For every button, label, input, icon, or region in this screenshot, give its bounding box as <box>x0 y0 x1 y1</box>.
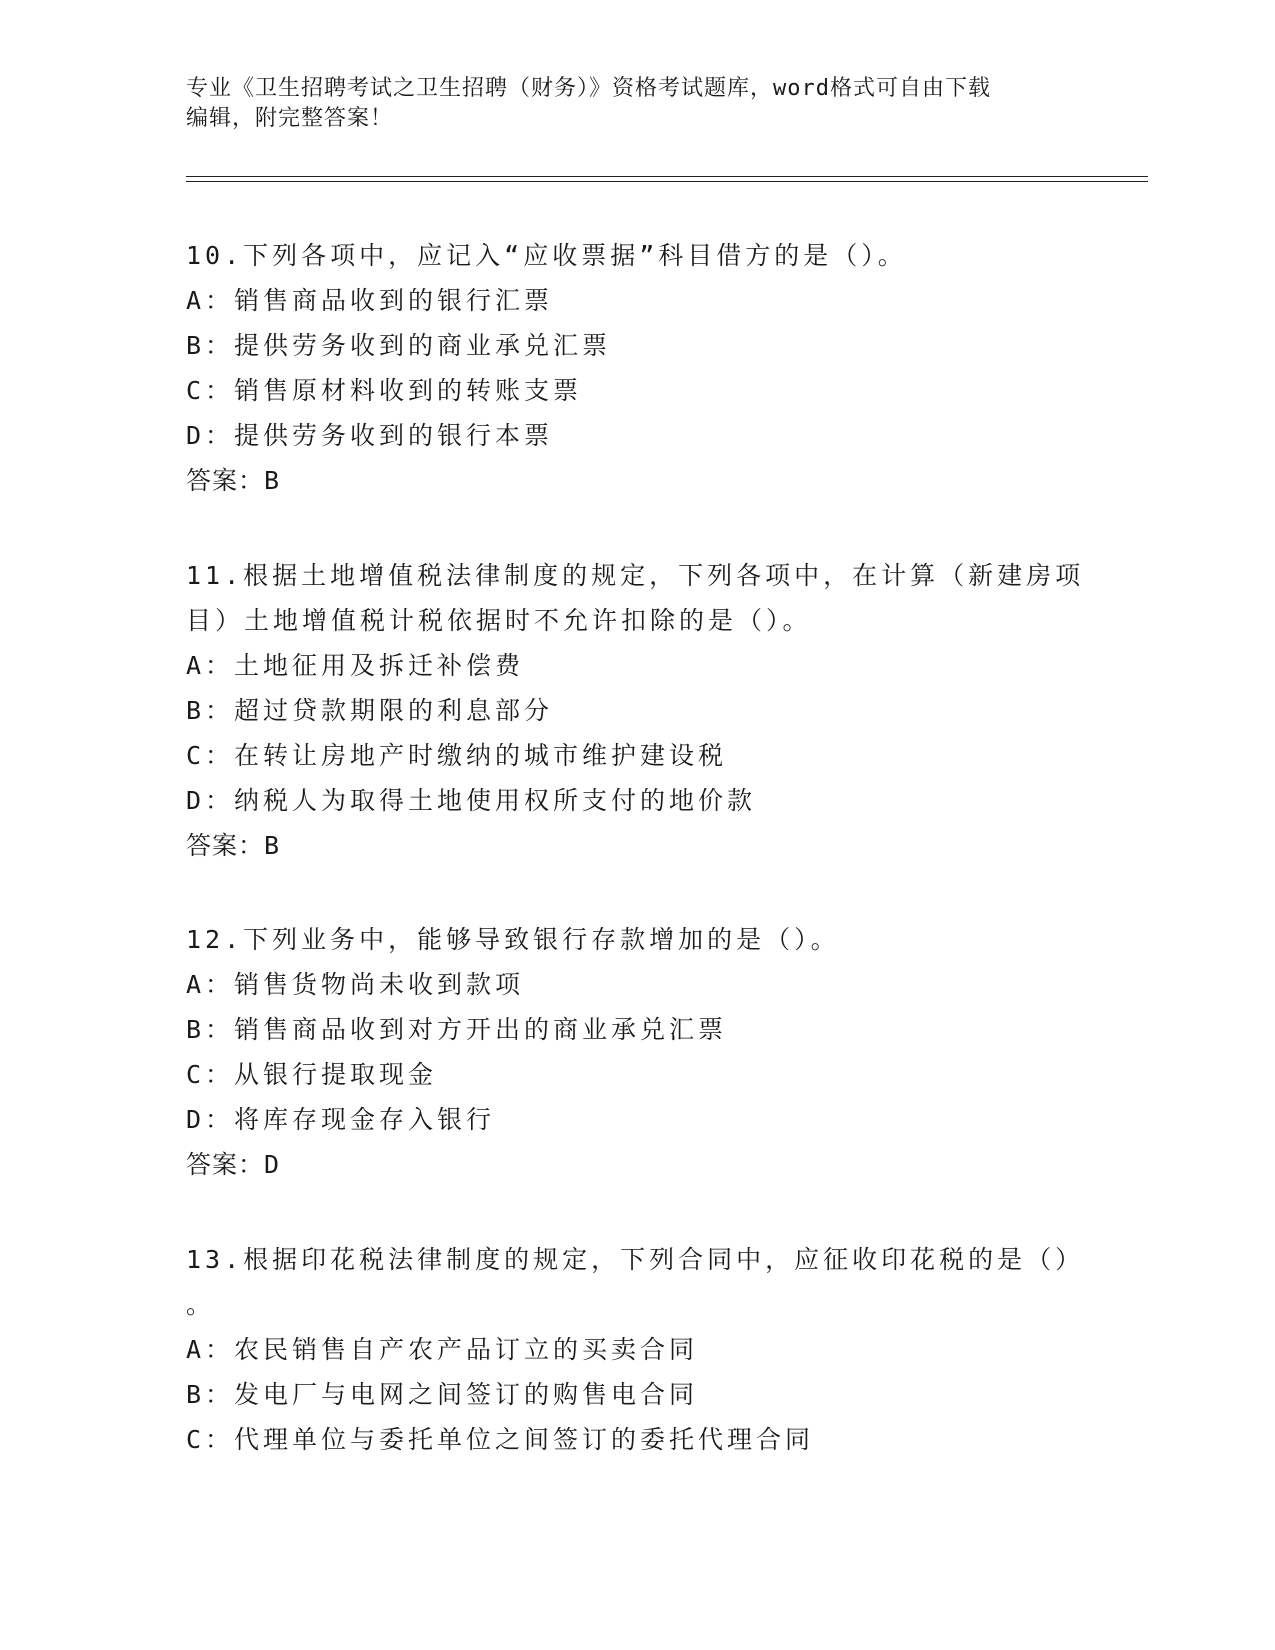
option-c: C：从银行提取现金 <box>186 1060 438 1089</box>
option-a: A：土地征用及拆迁补偿费 <box>186 651 525 680</box>
option-b: B：销售商品收到对方开出的商业承兑汇票 <box>186 1015 728 1044</box>
question-11 <box>186 553 1086 868</box>
option-b: B：超过贷款期限的利息部分 <box>186 696 554 725</box>
answer: 答案：D <box>186 1150 281 1179</box>
question-stem-line-2: 。 <box>186 1290 216 1319</box>
answer: 答案：B <box>186 466 281 495</box>
question-stem-line-1: 13.根据印花税法律制度的规定，下列合同中，应征收印花税的是（） <box>186 1245 1085 1274</box>
header-line-1: 专业《卫生招聘考试之卫生招聘（财务）》资格考试题库，word格式可自由下载 <box>186 76 991 101</box>
option-b: B：提供劳务收到的商业承兑汇票 <box>186 331 612 360</box>
question-13 <box>186 1237 1086 1462</box>
option-b: B：发电厂与电网之间签订的购售电合同 <box>186 1380 699 1409</box>
option-c: C：代理单位与委托单位之间签订的委托代理合同 <box>186 1425 815 1454</box>
header-line-2: 编辑，附完整答案！ <box>186 106 394 131</box>
option-c: C：在转让房地产时缴纳的城市维护建设税 <box>186 741 728 770</box>
option-d: D：提供劳务收到的银行本票 <box>186 421 554 450</box>
document-header <box>186 74 1086 134</box>
question-stem: 10.下列各项中，应记入“应收票据”科目借方的是（）。 <box>186 241 907 270</box>
option-d: D：纳税人为取得土地使用权所支付的地价款 <box>186 786 757 815</box>
question-stem-line-2: 目）土地增值税计税依据时不允许扣除的是（）。 <box>186 606 812 635</box>
header-divider-top <box>186 176 1148 177</box>
question-stem-line-1: 11.根据土地增值税法律制度的规定，下列各项中，在计算（新建房项 <box>186 561 1085 590</box>
option-a: A：销售货物尚未收到款项 <box>186 970 525 999</box>
question-stem: 12.下列业务中，能够导致银行存款增加的是（）。 <box>186 925 840 954</box>
answer: 答案：B <box>186 831 281 860</box>
question-12 <box>186 917 1086 1187</box>
header-divider-bottom <box>186 181 1148 182</box>
question-10 <box>186 233 1086 503</box>
option-a: A：销售商品收到的银行汇票 <box>186 286 554 315</box>
option-a: A：农民销售自产农产品订立的买卖合同 <box>186 1335 699 1364</box>
option-d: D：将库存现金存入银行 <box>186 1105 496 1134</box>
option-c: C：销售原材料收到的转账支票 <box>186 376 583 405</box>
